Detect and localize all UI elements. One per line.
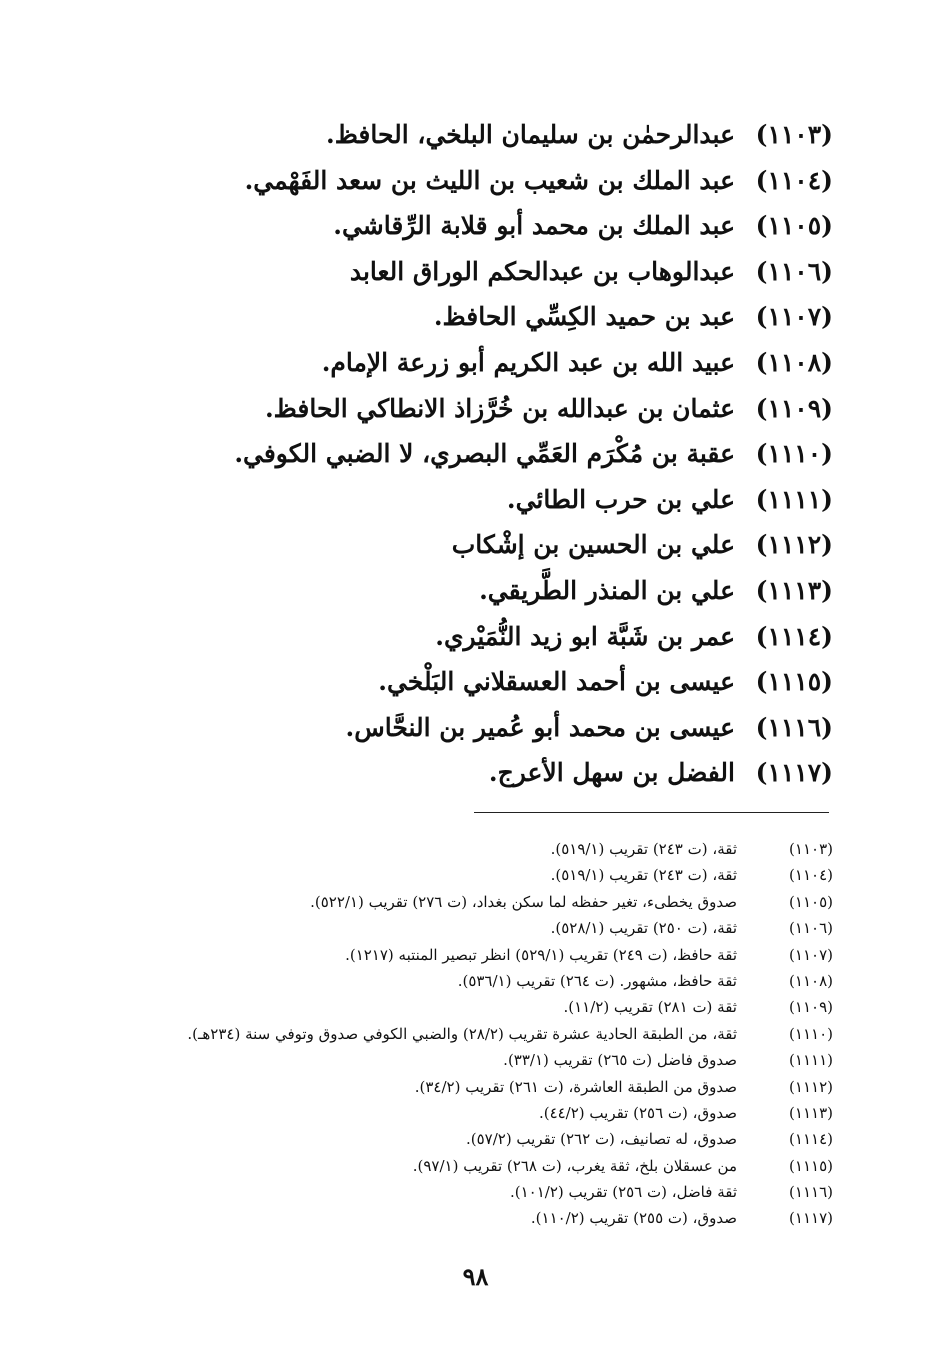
footnote-number: (١١٠٦) [789, 919, 833, 938]
footnote-text: ثقة حافظ، مشهور. (ت ٢٦٤) تقريب (٥٣٦/١). [457, 971, 737, 990]
entry-text: علي بن الحسين بن إشْكاب [451, 530, 735, 560]
entry-number: (١١٠٩) [755, 393, 833, 423]
entry-number: (١١١٤) [755, 621, 833, 651]
entry-text: الفضل بن سهل الأعرج. [488, 758, 735, 788]
footnote-text: صدوق، له تصانيف، (ت ٢٦٢) تقريب (٥٧/٢). [465, 1130, 737, 1149]
footnote [113, 1179, 833, 1205]
footnote [113, 968, 833, 994]
entry-text: عبدالرحمٰن بن سليمان البلخي، الحافظ. [325, 120, 735, 149]
footnote [113, 942, 833, 968]
narrator-entry [193, 750, 833, 796]
footnote-number: (١١١٥) [789, 1156, 833, 1175]
footnote-number: (١١١٧) [789, 1209, 833, 1228]
footnote [113, 1047, 833, 1073]
narrator-entry [193, 614, 833, 660]
entry-number: (١١١١) [755, 484, 833, 514]
narrator-entry [193, 386, 833, 432]
footnote-number: (١١٠٤) [789, 866, 833, 885]
entry-text: عبد الملك بن شعيب بن الليث بن سعد الفَهْمي. [244, 165, 735, 195]
narrator-entry [193, 203, 833, 249]
entry-number: (١١٠٧) [755, 302, 833, 332]
entry-text: عيسى بن محمد أبو عُمير بن النحَّاس. [345, 712, 735, 742]
footnote [113, 1153, 833, 1179]
narrator-entry [193, 112, 833, 158]
footnote [113, 994, 833, 1020]
footnote-text: صدوق فاضل (ت ٢٦٥) تقريب (٣٣/١). [503, 1051, 737, 1070]
narrator-entry [193, 340, 833, 386]
narrator-entry [193, 431, 833, 477]
entry-number: (١١١٠) [755, 439, 833, 469]
entry-text: عبدالوهاب بن عبدالحكم الوراق العابد [349, 256, 735, 286]
footnote-text: من عسقلان بلخ، ثقة يغرب، (ت ٢٦٨) تقريب (٩٧/١). [412, 1156, 737, 1175]
footnote-number: (١١١٢) [789, 1077, 833, 1096]
entry-text: عقبة بن مُكْرَم العَمِّي البصري، لا الضبي الكوفي. [234, 439, 735, 469]
narrator-entry [193, 158, 833, 204]
footnote [113, 889, 833, 915]
footnote [113, 836, 833, 862]
entry-text: عثمان بن عبدالله بن خُرَّزاذ الانطاكي الحافظ. [264, 393, 735, 423]
footnote [113, 1074, 833, 1100]
footnote-text: صدوق يخطىء، تغير حفظه لما سكن بغداد، (ت ٢٧٦) تقريب (٥٢٢/١). [310, 892, 737, 911]
narrator-entry [193, 705, 833, 751]
footnote-number: (١١١٦) [789, 1183, 833, 1202]
entry-text: عبيد الله بن عبد الكريم أبو زرعة الإمام. [321, 347, 735, 377]
footnote-text: ثقة، (ت ٢٤٣) تقريب (٥١٩/١). [550, 866, 737, 885]
entry-number: (١١٠٨) [755, 347, 833, 377]
narrator-entry [193, 249, 833, 295]
footnote-divider [474, 812, 829, 813]
entry-text: علي بن المنذر الطَّريقي. [479, 575, 735, 605]
entry-number: (١١٠٣) [755, 120, 833, 149]
entry-number: (١١٠٤) [755, 165, 833, 195]
footnote-number: (١١٠٧) [789, 945, 833, 964]
entry-number: (١١١٦) [755, 712, 833, 742]
page-number: ٩٨ [462, 1262, 489, 1291]
narrator-list [193, 112, 833, 796]
footnote-text: ثقة فاضل، (ت ٢٥٦) تقريب (١٠١/٢). [509, 1183, 737, 1202]
footnote-text: ثقة، (ت ٢٥٠) تقريب (٥٢٨/١). [550, 919, 737, 938]
footnote-text: صدوق من الطبقة العاشرة، (ت ٢٦١) تقريب (٣٤/٢). [414, 1077, 737, 1096]
footnote [113, 915, 833, 941]
entry-number: (١١٠٦) [755, 256, 833, 286]
footnote [113, 862, 833, 888]
entry-text: عمر بن شَبَّة ابو زيد النُّمَيْري. [435, 621, 735, 651]
footnote-number: (١١٠٨) [789, 971, 833, 990]
entry-number: (١١٠٥) [755, 211, 833, 241]
footnote-number: (١١٠٥) [789, 892, 833, 911]
footnote-text: ثقة حافظ، (ت ٢٤٩) تقريب (٥٢٩/١) انظر تبصير المنتبه (١٢١٧). [345, 945, 737, 964]
entry-number: (١١١٢) [755, 530, 833, 560]
footnote-number: (١١١٠) [789, 1024, 833, 1043]
entry-number: (١١١٧) [755, 758, 833, 788]
footnote [113, 1021, 833, 1047]
entry-text: علي بن حرب الطائي. [506, 484, 735, 514]
footnote-text: صدوق، (ت ٢٥٦) تقريب (٤٤/٢). [538, 1103, 737, 1122]
entry-number: (١١١٣) [755, 575, 833, 605]
footnote-number: (١١١١) [789, 1051, 833, 1070]
footnote-number: (١١٠٩) [789, 998, 833, 1017]
narrator-entry [193, 477, 833, 523]
footnote-text: ثقة، من الطبقة الحادية عشرة تقريب (٢٨/٢) والضبي الكوفي صدوق وتوفي سنة (٢٣٤هـ). [187, 1024, 737, 1043]
entry-text: عيسى بن أحمد العسقلاني البَلْخي. [378, 667, 735, 697]
footnote [113, 1205, 833, 1231]
footnote [113, 1126, 833, 1152]
footnotes [113, 836, 833, 1232]
narrator-entry [193, 659, 833, 705]
entry-number: (١١١٥) [755, 667, 833, 697]
entry-text: عبد بن حميد الكِسِّي الحافظ. [433, 302, 735, 332]
footnote-text: صدوق، (ت ٢٥٥) تقريب (١١٠/٢). [530, 1209, 737, 1228]
footnote-number: (١١١٤) [789, 1130, 833, 1149]
narrator-entry [193, 294, 833, 340]
narrator-entry [193, 568, 833, 614]
footnote [113, 1100, 833, 1126]
narrator-entry [193, 522, 833, 568]
footnote-text: ثقة (ت ٢٨١) تقريب (١١/٢). [563, 998, 737, 1017]
footnote-text: ثقة، (ت ٢٤٣) تقريب (٥١٩/١). [550, 840, 737, 858]
footnote-number: (١١١٣) [789, 1103, 833, 1122]
footnote-number: (١١٠٣) [789, 840, 833, 858]
entry-text: عبد الملك بن محمد أبو قلابة الرِّقاشي. [333, 211, 735, 241]
